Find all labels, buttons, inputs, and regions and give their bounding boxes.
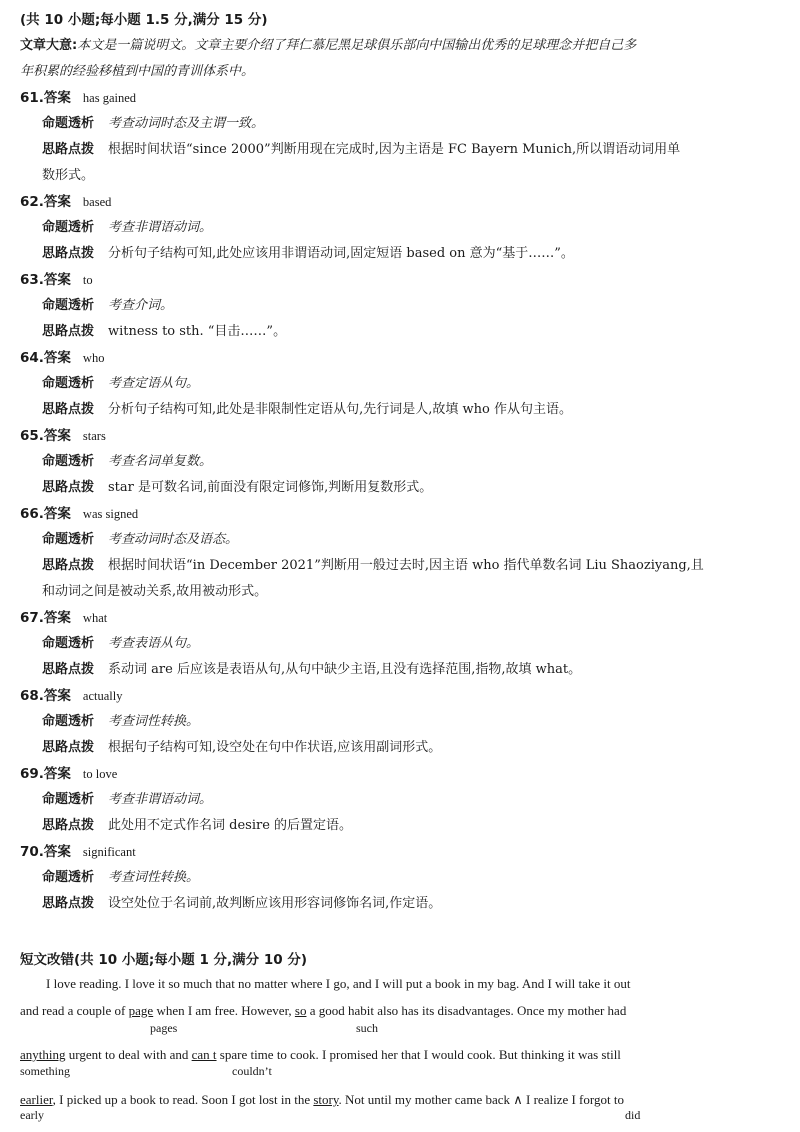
answer-label: 答案 xyxy=(43,428,71,444)
analysis-line xyxy=(42,632,199,651)
answer-label: 答案 xyxy=(43,766,71,782)
answer-line xyxy=(20,502,138,522)
answer-value: was signed xyxy=(82,507,139,521)
hint-label: 思路点拨 xyxy=(42,558,95,573)
analysis-line xyxy=(42,372,199,391)
analysis-text: 考查名词单复数。 xyxy=(108,454,213,469)
answer-label: 答案 xyxy=(43,844,71,860)
analysis-label: 命题透析 xyxy=(42,792,95,807)
hint-text: 设空处位于名词前,故判断应该用形容词修饰名词,作定语。 xyxy=(108,896,442,911)
answer-value: to love xyxy=(82,767,118,781)
error-word: page xyxy=(128,1003,154,1018)
passage-text: a good habit also has its disadvantages. Once my mother had xyxy=(309,1003,627,1018)
hint-line xyxy=(42,736,441,755)
hint-text: witness to sth. “目击……”。 xyxy=(108,324,287,339)
hint-line xyxy=(42,814,352,833)
answer-value: has gained xyxy=(82,91,137,105)
hint-text: 根据句子结构可知,设空处在句中作状语,应该用副词形式。 xyxy=(108,740,442,755)
hint-line xyxy=(42,658,581,677)
analysis-label: 命题透析 xyxy=(42,714,95,729)
analysis-label: 命题透析 xyxy=(42,636,95,651)
passage-text: . Not until my mother came back xyxy=(338,1092,510,1107)
hint-text-continued: 和动词之间是被动关系,故用被动形式。 xyxy=(42,584,268,599)
item-number: 69. xyxy=(20,766,44,782)
hint-text: 根据时间状语“since 2000”判断用现在完成时,因为主语是 FC Bayern Munich,所以谓语动词用单 xyxy=(108,142,681,157)
analysis-label: 命题透析 xyxy=(42,454,95,469)
hint-line-continued xyxy=(42,164,94,183)
summary-line-1 xyxy=(20,34,636,53)
correction: early xyxy=(20,1108,44,1122)
hint-line xyxy=(42,892,441,911)
analysis-label: 命题透析 xyxy=(42,376,95,391)
answer-value: actually xyxy=(82,689,123,703)
analysis-text: 考查介词。 xyxy=(108,298,174,313)
answer-value: what xyxy=(82,611,108,625)
section2-header: 短文改错(共 10 小题;每小题 1 分,满分 10 分) xyxy=(20,952,308,968)
analysis-text: 考查表语从句。 xyxy=(108,636,200,651)
hint-text: 分析句子结构可知,此处应该用非谓语动词,固定短语 based on 意为“基于……”。 xyxy=(108,246,574,261)
answer-label: 答案 xyxy=(43,272,71,288)
hint-line xyxy=(42,554,704,573)
hint-line xyxy=(42,398,572,417)
hint-text-continued: 数形式。 xyxy=(42,168,95,183)
answer-label: 答案 xyxy=(43,610,71,626)
hint-label: 思路点拨 xyxy=(42,402,95,417)
analysis-line xyxy=(42,528,238,547)
analysis-text: 考查非谓语动词。 xyxy=(108,220,213,235)
hint-line xyxy=(42,476,432,495)
hint-label: 思路点拨 xyxy=(42,740,95,755)
answer-label: 答案 xyxy=(43,506,71,522)
passage-text: spare time to cook. I promised her that I would cook. But thinking it was still xyxy=(219,1047,621,1062)
passage-line-1: I love reading. I love it so much that no matter where I go, and I will put a book in my bag. And I will take it out xyxy=(46,976,631,991)
passage-text: I realize I forgot to xyxy=(526,1092,624,1107)
analysis-text: 考查定语从句。 xyxy=(108,376,200,391)
analysis-label: 命题透析 xyxy=(42,298,95,313)
error-word: can t xyxy=(191,1047,217,1062)
hint-text: 系动词 are 后应该是表语从句,从句中缺少主语,且没有选择范围,指物,故填 what。 xyxy=(108,662,582,677)
analysis-text: 考查动词时态及主谓一致。 xyxy=(108,116,265,131)
passage-text: urgent to deal with and xyxy=(68,1047,189,1062)
answer-label: 答案 xyxy=(43,90,71,106)
answer-label: 答案 xyxy=(43,350,71,366)
item-number: 66. xyxy=(20,506,44,522)
analysis-text: 考查非谓语动词。 xyxy=(108,792,213,807)
insert-caret: ∧ xyxy=(513,1092,523,1107)
analysis-line xyxy=(42,710,199,729)
summary-text-1: 本文是一篇说明文。文章主要介绍了拜仁慕尼黑足球俱乐部向中国输出优秀的足球理念并把自己多 xyxy=(77,38,637,53)
analysis-text: 考查词性转换。 xyxy=(108,714,200,729)
passage-text: when I am free. However, xyxy=(156,1003,292,1018)
correction: couldn’t xyxy=(232,1064,272,1078)
error-word: earlier xyxy=(20,1092,53,1107)
answer-line xyxy=(20,762,117,782)
analysis-line xyxy=(42,294,173,313)
passage-text: and read a couple of xyxy=(20,1003,126,1018)
answer-line xyxy=(20,606,107,626)
passage-line-3 xyxy=(20,1047,621,1063)
passage-line-2 xyxy=(20,1003,626,1019)
passage-text: , I picked up a book to read. Soon I got lost in the xyxy=(52,1092,311,1107)
item-number: 64. xyxy=(20,350,44,366)
answer-value: to xyxy=(82,273,93,287)
error-word: story xyxy=(313,1092,339,1107)
answer-value: stars xyxy=(82,429,106,443)
correction: did xyxy=(625,1108,641,1122)
analysis-text: 考查动词时态及语态。 xyxy=(108,532,239,547)
correction: pages xyxy=(150,1021,178,1035)
hint-text: 根据时间状语“in December 2021”判断用一般过去时,因主语 who 指代单数名词 Liu Shaoziyang,且 xyxy=(108,558,704,573)
answer-value: based xyxy=(82,195,112,209)
answer-line xyxy=(20,346,104,366)
answer-line xyxy=(20,840,136,860)
item-number: 68. xyxy=(20,688,44,704)
hint-label: 思路点拨 xyxy=(42,324,95,339)
hint-label: 思路点拨 xyxy=(42,246,95,261)
hint-text: star 是可数名词,前面没有限定词修饰,判断用复数形式。 xyxy=(108,480,433,495)
hint-text: 此处用不定式作名词 desire 的后置定语。 xyxy=(108,818,353,833)
analysis-label: 命题透析 xyxy=(42,116,95,131)
answer-value: significant xyxy=(82,845,136,859)
analysis-line xyxy=(42,450,212,469)
answer-line xyxy=(20,424,106,444)
analysis-label: 命题透析 xyxy=(42,532,95,547)
answer-line xyxy=(20,86,136,106)
hint-line-continued xyxy=(42,580,267,599)
hint-line xyxy=(42,320,286,339)
hint-line xyxy=(42,242,574,261)
summary-line-2: 年积累的经验移植到中国的青训体系中。 xyxy=(20,64,255,79)
hint-line xyxy=(42,138,680,157)
correction: such xyxy=(356,1021,378,1035)
answer-line xyxy=(20,268,93,288)
answer-line xyxy=(20,190,111,210)
answer-label: 答案 xyxy=(43,688,71,704)
hint-label: 思路点拨 xyxy=(42,818,95,833)
item-number: 65. xyxy=(20,428,44,444)
analysis-line xyxy=(42,866,199,885)
analysis-line xyxy=(42,112,264,131)
hint-label: 思路点拨 xyxy=(42,480,95,495)
item-number: 61. xyxy=(20,90,44,106)
analysis-label: 命题透析 xyxy=(42,870,95,885)
answer-value: who xyxy=(82,351,105,365)
hint-label: 思路点拨 xyxy=(42,662,95,677)
analysis-label: 命题透析 xyxy=(42,220,95,235)
item-number: 70. xyxy=(20,844,44,860)
summary-label: 文章大意: xyxy=(20,38,78,53)
error-word: so xyxy=(294,1003,307,1018)
analysis-line xyxy=(42,788,212,807)
hint-label: 思路点拨 xyxy=(42,142,95,157)
analysis-line xyxy=(42,216,212,235)
hint-label: 思路点拨 xyxy=(42,896,95,911)
item-number: 62. xyxy=(20,194,44,210)
hint-text: 分析句子结构可知,此处是非限制性定语从句,先行词是人,故填 who 作从句主语。 xyxy=(108,402,573,417)
error-word: anything xyxy=(20,1047,66,1062)
passage-line-4 xyxy=(20,1092,624,1108)
analysis-text: 考查词性转换。 xyxy=(108,870,200,885)
correction: something xyxy=(20,1064,70,1078)
answer-line xyxy=(20,684,123,704)
answer-label: 答案 xyxy=(43,194,71,210)
section-header: (共 10 小题;每小题 1.5 分,满分 15 分) xyxy=(20,12,268,28)
item-number: 67. xyxy=(20,610,44,626)
item-number: 63. xyxy=(20,272,44,288)
